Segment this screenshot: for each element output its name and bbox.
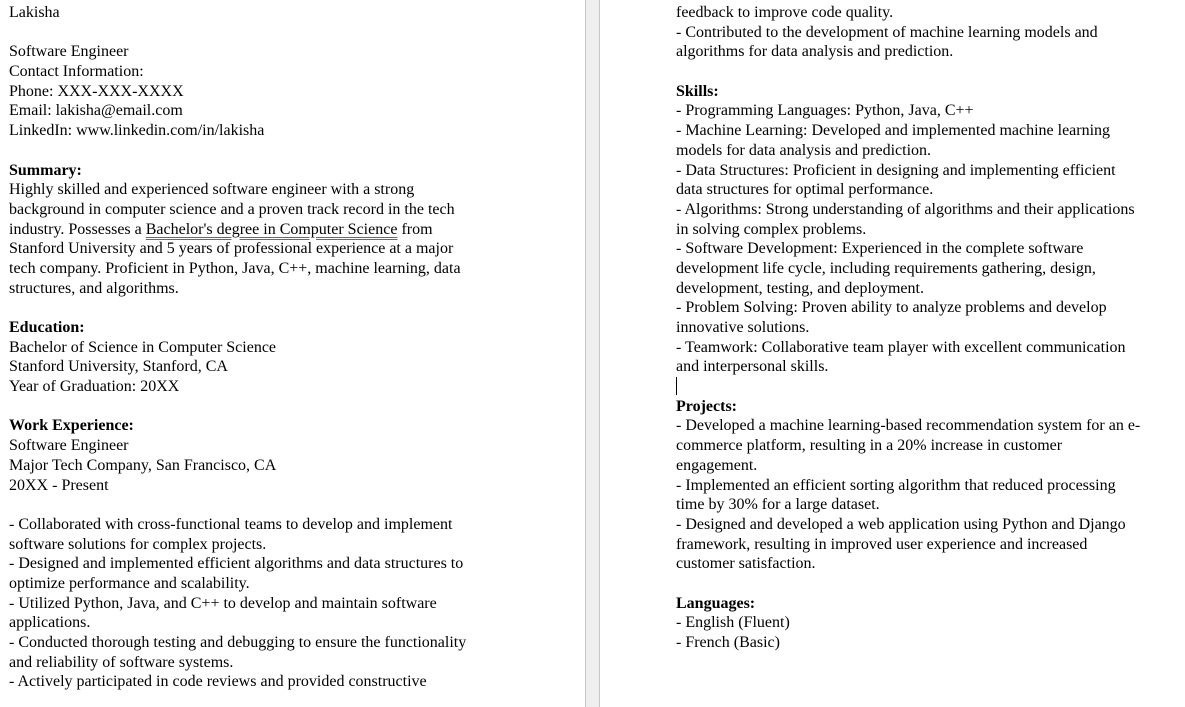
work-line: Major Tech Company, San Francisco, CA	[9, 456, 277, 474]
work-bullet-line: - Contributed to the development of machine learning models and	[676, 23, 1098, 41]
languages-heading: Languages:	[676, 594, 756, 612]
work-bullet-line: - Actively participated in code reviews and provided constructive	[9, 673, 427, 691]
education-line: Stanford University, Stanford, CA	[9, 358, 228, 376]
skill-line: development life cycle, including requirements gathering, design,	[676, 259, 1096, 277]
summary-text: from	[397, 220, 433, 238]
summary-text: industry. Possesses a	[9, 220, 146, 238]
summary-line: background in computer science and a proven track record in the tech	[9, 200, 455, 218]
contact-email: Email: lakisha@email.com	[9, 102, 183, 120]
work-line: 20XX - Present	[9, 476, 109, 494]
project-line: framework, resulting in improved user experience and increased	[676, 535, 1088, 553]
project-line: - Implemented an efficient sorting algorithm that reduced processing	[676, 476, 1116, 494]
summary-line	[9, 220, 579, 240]
work-bullet-line: - Utilized Python, Java, and C++ to develop and maintain software	[9, 594, 437, 612]
skill-line: data structures for optimal performance.	[676, 181, 934, 199]
skill-line: - Algorithms: Strong understanding of algorithms and their applications	[676, 200, 1135, 218]
summary-heading: Summary:	[9, 161, 82, 179]
contact-phone: Phone: XXX-XXX-XXXX	[9, 82, 184, 100]
project-line: commerce platform, resulting in a 20% increase in customer	[676, 437, 1063, 455]
document-page-left[interactable]	[0, 0, 585, 707]
text-cursor-line	[676, 377, 1181, 397]
grammar-flagged-text[interactable]: Bachelor's degree in Computer Science	[145, 220, 398, 238]
skills-heading: Skills:	[676, 82, 719, 100]
blank-line	[9, 298, 579, 318]
education-line: Bachelor of Science in Computer Science	[9, 338, 277, 356]
summary-line: tech company. Proficient in Python, Java, C++, machine learning, data	[9, 259, 461, 277]
text-cursor	[676, 377, 677, 395]
project-line: customer satisfaction.	[676, 555, 816, 573]
work-bullet-line: software solutions for complex projects.	[9, 535, 267, 553]
project-line: engagement.	[676, 456, 758, 474]
work-bullet-line: algorithms for data analysis and prediction.	[676, 43, 954, 61]
work-heading: Work Experience:	[9, 417, 134, 435]
blank-line	[676, 574, 1181, 594]
contact-heading: Contact Information:	[9, 63, 144, 81]
education-heading: Education:	[9, 319, 85, 336]
skill-line: and interpersonal skills.	[676, 358, 829, 376]
project-line: - Designed and developed a web application using Python and Django	[676, 515, 1126, 533]
work-bullet-line: feedback to improve code quality.	[676, 4, 894, 21]
skill-line: - Programming Languages: Python, Java, C++	[676, 102, 974, 120]
work-bullet-line: - Collaborated with cross-functional teams to develop and implement	[9, 515, 453, 533]
resume-title: Software Engineer	[9, 43, 129, 61]
blank-line	[9, 141, 579, 161]
blank-line	[9, 23, 579, 43]
summary-line: Highly skilled and experienced software engineer with a strong	[9, 181, 415, 199]
work-line: Software Engineer	[9, 437, 129, 455]
contact-linkedin: LinkedIn: www.linkedin.com/in/lakisha	[9, 122, 265, 140]
page-text-right[interactable]	[676, 3, 1181, 653]
language-line: - English (Fluent)	[676, 614, 790, 632]
page-text-left[interactable]	[9, 3, 579, 692]
skill-line: - Machine Learning: Developed and implemented machine learning	[676, 122, 1111, 140]
work-bullet-line: and reliability of software systems.	[9, 653, 234, 671]
resume-name: Lakisha	[9, 4, 60, 21]
work-bullet-line: applications.	[9, 614, 91, 632]
blank-line	[9, 397, 579, 417]
document-page-right[interactable]	[600, 0, 1185, 707]
skill-line: - Teamwork: Collaborative team player with excellent communication	[676, 338, 1126, 356]
work-bullet-line: - Conducted thorough testing and debugging to ensure the functionality	[9, 634, 467, 651]
skill-line: - Data Structures: Proficient in designing and implementing efficient	[676, 161, 1116, 179]
blank-line	[9, 495, 579, 515]
projects-heading: Projects:	[676, 397, 737, 415]
skill-line: models for data analysis and prediction.	[676, 141, 932, 159]
project-line: - Developed a machine learning-based recommendation system for an e-	[676, 417, 1141, 435]
blank-line	[676, 62, 1181, 82]
page-gap-divider	[585, 0, 600, 707]
summary-line: structures, and algorithms.	[9, 279, 179, 297]
work-bullet-line: optimize performance and scalability.	[9, 574, 250, 592]
project-line: time by 30% for a large dataset.	[676, 496, 880, 514]
skill-line: - Software Development: Experienced in the complete software	[676, 240, 1084, 258]
skill-line: innovative solutions.	[676, 319, 810, 336]
skill-line: development, testing, and deployment.	[676, 279, 924, 297]
skill-line: - Problem Solving: Proven ability to analyze problems and develop	[676, 299, 1107, 317]
work-bullet-line: - Designed and implemented efficient algorithms and data structures to	[9, 555, 464, 573]
summary-line: Stanford University and 5 years of professional experience at a major	[9, 240, 454, 258]
skill-line: in solving complex problems.	[676, 220, 867, 238]
education-line: Year of Graduation: 20XX	[9, 378, 180, 396]
language-line: - French (Basic)	[676, 634, 780, 651]
